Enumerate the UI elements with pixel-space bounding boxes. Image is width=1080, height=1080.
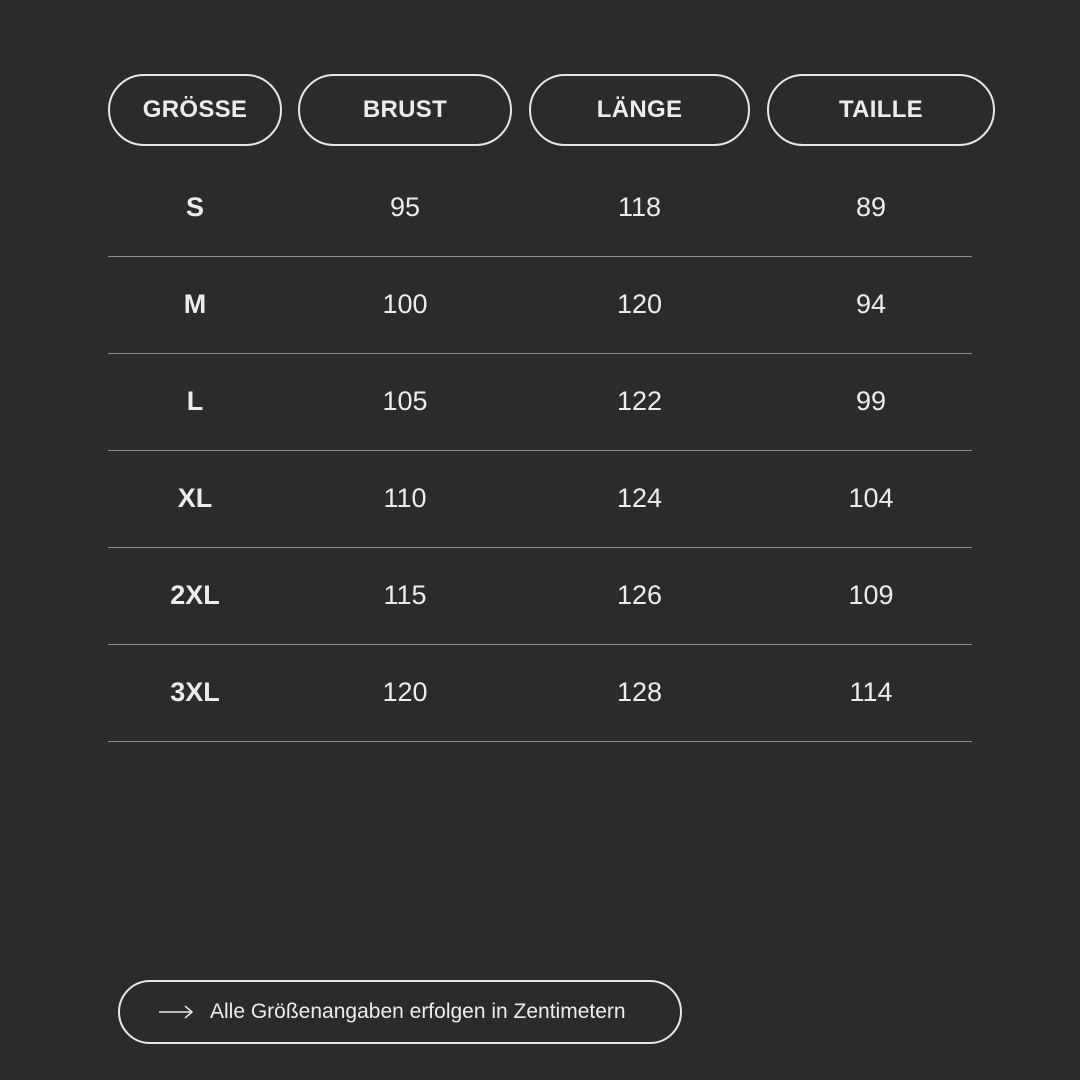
size-cell: L [186,386,204,416]
header-brust: BRUST [298,74,512,146]
table-row [108,160,972,257]
brust-cell: 115 [383,580,427,610]
taille-cell: 89 [855,192,887,222]
laenge-cell: 120 [616,289,663,319]
unit-note-text: Alle Größenangaben erfolgen in Zentimetern [210,1000,626,1023]
table-row [108,645,972,742]
taille-cell: 109 [848,580,894,610]
unit-note [118,980,682,1044]
arrow-right-icon [158,1005,194,1019]
laenge-cell: 126 [616,580,663,610]
taille-cell: 114 [849,677,893,707]
table-row [108,257,972,354]
laenge-cell: 128 [616,677,663,707]
table-row [108,354,972,451]
taille-cell: 104 [848,483,894,513]
size-table [108,160,972,742]
laenge-cell: 124 [616,483,663,513]
brust-cell: 120 [382,677,428,707]
header-groesse: GRÖSSE [108,74,282,146]
table-row [108,548,972,645]
taille-cell: 94 [855,289,887,319]
size-cell: 2XL [170,580,220,610]
size-cell: M [183,289,207,319]
brust-cell: 110 [383,483,427,513]
laenge-cell: 122 [616,386,663,416]
laenge-cell: 118 [617,192,662,222]
header-laenge: LÄNGE [529,74,750,146]
size-cell: 3XL [170,677,220,707]
brust-cell: 105 [382,386,428,416]
taille-cell: 99 [855,386,887,416]
table-row [108,451,972,548]
header-taille: TAILLE [767,74,995,146]
brust-cell: 95 [389,192,421,222]
brust-cell: 100 [382,289,428,319]
size-cell: S [185,192,204,222]
size-cell: XL [177,483,213,513]
